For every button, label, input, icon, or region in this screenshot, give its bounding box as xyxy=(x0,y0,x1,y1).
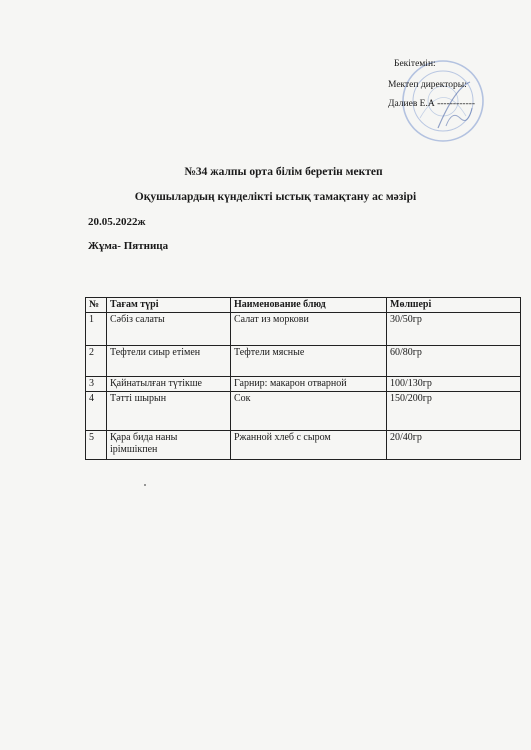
row-dish-name: Гарнир: макарон отварной xyxy=(231,377,387,392)
row-number: 2 xyxy=(86,346,107,377)
table-row xyxy=(86,313,521,346)
row-portion: 100/130гр xyxy=(387,377,521,392)
row-number: 4 xyxy=(86,392,107,431)
row-dish-type: Тәтті шырын xyxy=(107,392,231,431)
table-row xyxy=(86,392,521,431)
menu-title: Оқушылардың күнделікті ыстық тамақтану ас мәзірі xyxy=(134,191,417,203)
row-portion: 150/200гр xyxy=(387,392,521,431)
header-dish-type: Тағам түрі xyxy=(107,298,231,313)
row-dish-name: Ржанной хлеб с сыром xyxy=(231,431,387,460)
row-number: 5 xyxy=(86,431,107,460)
approval-position: Мектеп директоры: xyxy=(388,80,467,90)
header-dish-name: Наименование блюд xyxy=(231,298,387,313)
menu-table xyxy=(85,297,521,460)
table-header-row xyxy=(86,298,521,313)
row-dish-type: Сәбіз салаты xyxy=(107,313,231,346)
approval-heading: Бекітемін: xyxy=(394,59,436,69)
row-dish-name: Тефтели мясные xyxy=(231,346,387,377)
row-portion: 30/50гр xyxy=(387,313,521,346)
table-row xyxy=(86,431,521,460)
table-row xyxy=(86,346,521,377)
header-number: № xyxy=(86,298,107,313)
school-title: №34 жалпы орта білім беретін мектеп xyxy=(184,166,383,178)
row-dish-type: Тефтели сиыр етімен xyxy=(107,346,231,377)
row-portion: 60/80гр xyxy=(387,346,521,377)
row-dish-type: Қара бида наны ірімшікпен xyxy=(107,431,231,460)
header-portion: Мөлшері xyxy=(387,298,521,313)
row-portion: 20/40гр xyxy=(387,431,521,460)
row-number: 1 xyxy=(86,313,107,346)
row-dish-name: Салат из моркови xyxy=(231,313,387,346)
menu-date: 20.05.2022ж xyxy=(88,216,146,228)
row-dish-type: Қайнатылған түтікше xyxy=(107,377,231,392)
approval-signer: Далиев Е.А ------------ xyxy=(388,99,476,109)
scan-speck xyxy=(144,484,146,486)
table-row xyxy=(86,377,521,392)
row-number: 3 xyxy=(86,377,107,392)
menu-day: Жұма- Пятница xyxy=(88,240,169,252)
row-dish-name: Сок xyxy=(231,392,387,431)
